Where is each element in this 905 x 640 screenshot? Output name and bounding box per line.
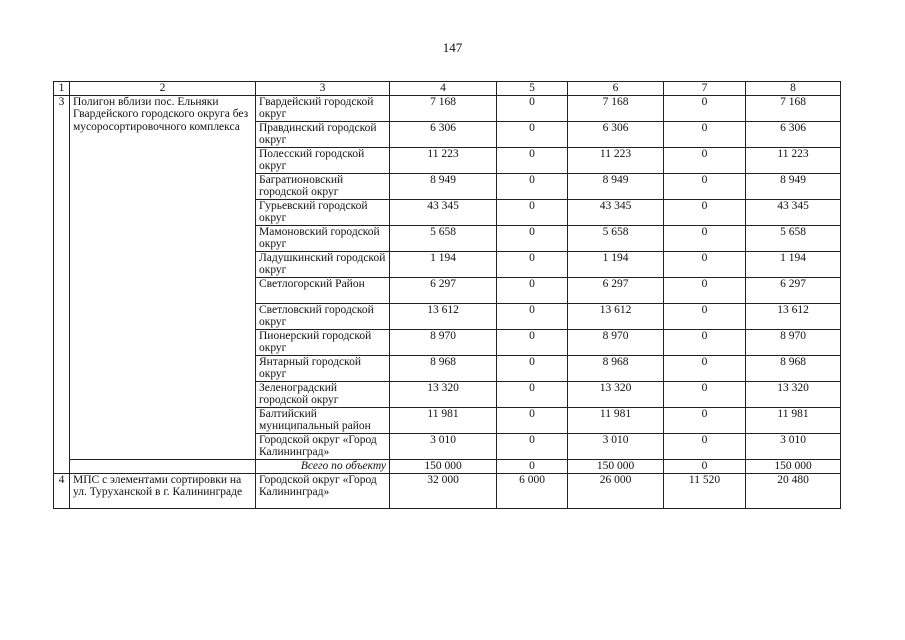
value-col-6: 8 968: [568, 355, 664, 381]
area-name: Багратионовский городской округ: [256, 173, 390, 199]
value-col-6: 26 000: [568, 473, 664, 508]
value-col-6: 11 981: [568, 407, 664, 433]
value-col-7: 0: [664, 173, 746, 199]
value-col-6: 6 306: [568, 121, 664, 147]
value-col-6: 43 345: [568, 199, 664, 225]
value-col-6: 11 223: [568, 147, 664, 173]
empty-cell: [70, 459, 256, 473]
value-col-7: 11 520: [664, 473, 746, 508]
value-col-5: 0: [497, 95, 568, 121]
value-col-6: 6 297: [568, 277, 664, 303]
value-col-4: 7 168: [390, 95, 497, 121]
value-col-7: 0: [664, 199, 746, 225]
value-col-8: 13 612: [746, 303, 841, 329]
value-col-7: 0: [664, 147, 746, 173]
table-row: [54, 473, 841, 508]
value-col-8: 6 297: [746, 277, 841, 303]
value-col-6: 8 949: [568, 173, 664, 199]
value-col-7: 0: [664, 355, 746, 381]
value-col-4: 43 345: [390, 199, 497, 225]
value-col-7: 0: [664, 381, 746, 407]
value-col-4: 5 658: [390, 225, 497, 251]
value-col-4: 13 320: [390, 381, 497, 407]
area-name: Светлогорский Район: [256, 277, 390, 303]
value-col-6: 8 970: [568, 329, 664, 355]
value-col-8: 3 010: [746, 433, 841, 459]
value-col-5: 0: [497, 147, 568, 173]
value-col-8: 6 306: [746, 121, 841, 147]
value-col-8: 8 970: [746, 329, 841, 355]
value-col-8: 8 949: [746, 173, 841, 199]
value-col-6: 7 168: [568, 95, 664, 121]
value-col-7: 0: [664, 225, 746, 251]
value-col-4: 6 297: [390, 277, 497, 303]
value-col-7: 0: [664, 95, 746, 121]
page-number: 147: [442, 40, 463, 55]
table-header: [54, 82, 841, 96]
value-col-4: 1 194: [390, 251, 497, 277]
value-col-6: 13 612: [568, 303, 664, 329]
value-col-7: 0: [664, 303, 746, 329]
total-col-5: 0: [497, 459, 568, 473]
area-name: Городской округ «Город Калининград»: [256, 433, 390, 459]
value-col-8: 13 320: [746, 381, 841, 407]
header-col-7: 7: [664, 82, 746, 96]
value-col-7: 0: [664, 407, 746, 433]
value-col-5: 0: [497, 225, 568, 251]
value-col-8: 11 223: [746, 147, 841, 173]
header-col-4: 4: [390, 82, 497, 96]
value-col-8: 11 981: [746, 407, 841, 433]
header-col-6: 6: [568, 82, 664, 96]
value-col-5: 0: [497, 407, 568, 433]
value-col-7: 0: [664, 121, 746, 147]
value-col-4: 11 981: [390, 407, 497, 433]
value-col-4: 6 306: [390, 121, 497, 147]
value-col-7: 0: [664, 277, 746, 303]
object-number: 4: [54, 473, 70, 508]
area-name: Гвардейский городской округ: [256, 95, 390, 121]
area-name: Гурьевский городской округ: [256, 199, 390, 225]
value-col-4: 13 612: [390, 303, 497, 329]
value-col-4: 8 970: [390, 329, 497, 355]
header-col-2: 2: [70, 82, 256, 96]
area-name: Правдинский городской округ: [256, 121, 390, 147]
value-col-8: 43 345: [746, 199, 841, 225]
table-body: [54, 95, 841, 508]
value-col-5: 0: [497, 355, 568, 381]
value-col-7: 0: [664, 329, 746, 355]
value-col-6: 1 194: [568, 251, 664, 277]
area-name: Зеленоградский городской округ: [256, 381, 390, 407]
value-col-6: 5 658: [568, 225, 664, 251]
area-name: Ладушкинский городской округ: [256, 251, 390, 277]
value-col-5: 0: [497, 277, 568, 303]
area-name: Пионерский городской округ: [256, 329, 390, 355]
value-col-8: 7 168: [746, 95, 841, 121]
value-col-8: 8 968: [746, 355, 841, 381]
value-col-5: 0: [497, 303, 568, 329]
value-col-4: 11 223: [390, 147, 497, 173]
total-col-6: 150 000: [568, 459, 664, 473]
area-name: Светловский городской округ: [256, 303, 390, 329]
total-label: Всего по объекту: [256, 459, 390, 473]
value-col-4: 3 010: [390, 433, 497, 459]
total-col-4: 150 000: [390, 459, 497, 473]
value-col-4: 8 949: [390, 173, 497, 199]
header-col-8: 8: [746, 82, 841, 96]
total-col-7: 0: [664, 459, 746, 473]
object-name: МПС с элементами сортировки на ул. Туруханской в г. Калининграде: [70, 473, 256, 508]
value-col-5: 0: [497, 173, 568, 199]
area-name: Балтийский муниципальный район: [256, 407, 390, 433]
value-col-8: 20 480: [746, 473, 841, 508]
value-col-4: 32 000: [390, 473, 497, 508]
area-name: Полесский городской округ: [256, 147, 390, 173]
value-col-6: 3 010: [568, 433, 664, 459]
header-col-1: 1: [54, 82, 70, 96]
data-table: [53, 81, 841, 509]
area-name: Мамоновский городской округ: [256, 225, 390, 251]
header-row: [54, 82, 841, 96]
value-col-8: 1 194: [746, 251, 841, 277]
value-col-5: 0: [497, 121, 568, 147]
value-col-5: 0: [497, 433, 568, 459]
value-col-5: 0: [497, 381, 568, 407]
value-col-5: 0: [497, 329, 568, 355]
value-col-4: 8 968: [390, 355, 497, 381]
total-col-8: 150 000: [746, 459, 841, 473]
value-col-5: 6 000: [497, 473, 568, 508]
value-col-5: 0: [497, 199, 568, 225]
header-col-3: 3: [256, 82, 390, 96]
value-col-5: 0: [497, 251, 568, 277]
value-col-8: 5 658: [746, 225, 841, 251]
table-row: [54, 95, 841, 121]
area-name: Городской округ «Город Калининград»: [256, 473, 390, 508]
value-col-7: 0: [664, 433, 746, 459]
total-row: [54, 459, 841, 473]
area-name: Янтарный городской округ: [256, 355, 390, 381]
value-col-7: 0: [664, 251, 746, 277]
object-name: Полигон вблизи пос. Ельняки Гвардейского городского округа без мусоросортировочного комплекса: [70, 95, 256, 459]
header-col-5: 5: [497, 82, 568, 96]
object-number: 3: [54, 95, 70, 473]
value-col-6: 13 320: [568, 381, 664, 407]
